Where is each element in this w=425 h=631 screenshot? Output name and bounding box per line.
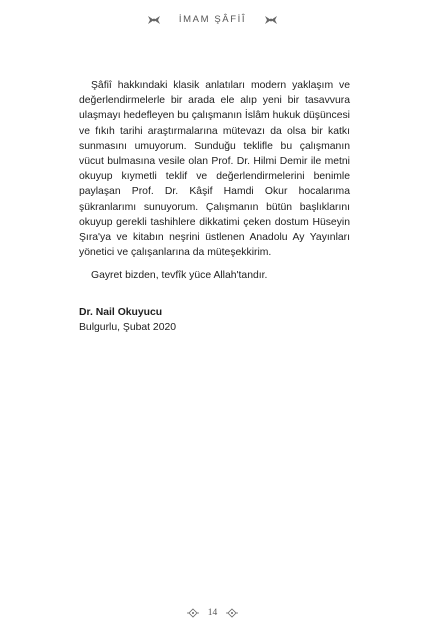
body-text: [79, 78, 350, 335]
page-number: 14: [207, 608, 218, 618]
paragraph-acknowledgement: Şâfiî hakkındaki klasik anlatıları modern yaklaşım ve değerlendirmelerle bir arada ele alıp yeni bir tasavvura ulaşmayı hedefleyen bu çalışmanın İslâm hukuk düşüncesi ve fıkıh tarihi araştırmalarına mütevazı da olsa bir katkı sunmasını umuyorum. Sunduğu teklifle bu çalışmanın vücut bulmasına vesile olan Prof. Dr. Hilmi Demir ile metni okuyup kıymetli teklif ve değerlendirmelerini benimle paylaşan Prof. Dr. Kâşif Hamdi Okur hocalarıma şükranlarımı sunuyorum. Çalışmanın bütün başlıklarını okuyup gerekli tashihlere dikkatimi çeken dostum Hüseyin Şıra'ya ve kitabın neşrini üstlenen Anadolu Ay Yayınları yönetici ve çalışanlarına da müteşekkirim.: [79, 80, 350, 259]
diamond-right-icon: [226, 608, 238, 618]
fleuron-left-icon: [147, 15, 161, 25]
running-head-title: İMAM ŞÂFİÎ: [178, 14, 247, 25]
running-head: [0, 14, 425, 25]
place-date: Bulgurlu, Şubat 2020: [79, 321, 177, 333]
author-name: Dr. Nail Okuyucu: [79, 306, 163, 318]
page-footer: [0, 608, 425, 618]
fleuron-right-icon: [264, 15, 278, 25]
paragraph-closing: Gayret bizden, tevfîk yüce Allah'tandır.: [91, 270, 268, 282]
signature-block: [79, 305, 350, 335]
diamond-left-icon: [187, 608, 199, 618]
